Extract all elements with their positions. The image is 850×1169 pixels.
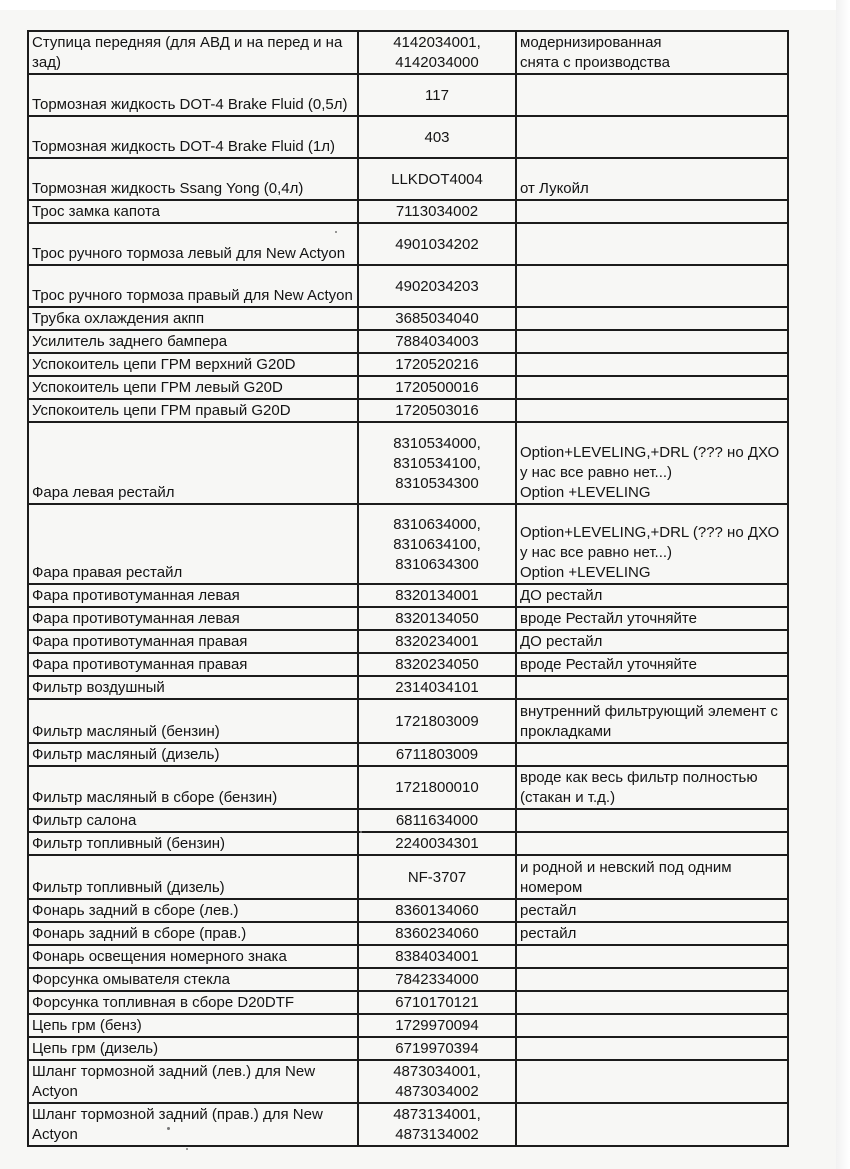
part-note-cell: вроде Рестайл уточняйте [516,607,788,630]
part-note-cell: внутренний фильтрующий элемент с прокладками [516,699,788,743]
part-name-cell: Шланг тормозной задний (прав.) для New Actyon [28,1103,358,1146]
part-name-cell: Фильтр воздушный [28,676,358,699]
part-number-cell: 1720500016 [358,376,516,399]
part-number-cell: 4873034001, 4873034002 [358,1060,516,1103]
table-row [28,504,788,584]
table-row [28,307,788,330]
part-note-cell [516,991,788,1014]
part-number-cell: 1721800010 [358,766,516,809]
part-name-cell: Успокоитель цепи ГРМ левый G20D [28,376,358,399]
part-name-cell: Форсунка омывателя стекла [28,968,358,991]
part-number-cell: 8320134050 [358,607,516,630]
part-name-cell: Тормозная жидкость Ssang Yong (0,4л) [28,158,358,200]
part-number-cell: 4142034001, 4142034000 [358,31,516,74]
part-note-cell [516,200,788,223]
part-number-cell: 4873134001, 4873134002 [358,1103,516,1146]
part-note-cell: и родной и невский под одним номером [516,855,788,899]
table-row [28,899,788,922]
part-name-cell: Ступица передняя (для АВД и на перед и на зад) [28,31,358,74]
part-note-cell [516,1060,788,1103]
table-row [28,584,788,607]
scan-speck [335,231,337,233]
table-row [28,265,788,307]
scan-edge-top [0,0,850,10]
part-note-cell: модернизированная снята с производства [516,31,788,74]
part-name-cell: Трос ручного тормоза правый для New Actyon [28,265,358,307]
part-number-cell: 403 [358,116,516,158]
part-number-cell: 8310634000, 8310634100, 8310634300 [358,504,516,584]
part-name-cell: Трос ручного тормоза левый для New Actyon [28,223,358,265]
part-name-cell: Фонарь задний в сборе (прав.) [28,922,358,945]
part-note-cell [516,307,788,330]
part-number-cell: 8320234050 [358,653,516,676]
part-name-cell: Трубка охлаждения акпп [28,307,358,330]
part-note-cell [516,809,788,832]
parts-table-body [28,31,788,1146]
part-number-cell: 1729970094 [358,1014,516,1037]
part-name-cell: Фильтр масляный (бензин) [28,699,358,743]
part-note-cell [516,330,788,353]
part-note-cell [516,743,788,766]
part-note-cell [516,968,788,991]
part-number-cell: 1720503016 [358,399,516,422]
table-row [28,31,788,74]
table-row [28,116,788,158]
table-row [28,1014,788,1037]
table-row [28,353,788,376]
table-row [28,158,788,200]
table-row [28,922,788,945]
parts-table [27,30,789,1147]
scan-speck [360,831,362,833]
part-name-cell: Трос замка капота [28,200,358,223]
part-note-cell [516,676,788,699]
table-row [28,991,788,1014]
part-note-cell: от Лукойл [516,158,788,200]
part-number-cell: LLKDOT4004 [358,158,516,200]
part-note-cell: ДО рестайл [516,584,788,607]
part-number-cell: 2314034101 [358,676,516,699]
part-name-cell: Фонарь задний в сборе (лев.) [28,899,358,922]
table-row [28,832,788,855]
table-row [28,653,788,676]
part-name-cell: Тормозная жидкость DOT-4 Brake Fluid (0,5л) [28,74,358,116]
part-number-cell: 8310534000, 8310534100, 8310534300 [358,422,516,504]
part-number-cell: NF-3707 [358,855,516,899]
part-note-cell [516,945,788,968]
part-number-cell: 1720520216 [358,353,516,376]
part-name-cell: Успокоитель цепи ГРМ верхний G20D [28,353,358,376]
table-row [28,945,788,968]
part-note-cell: ДО рестайл [516,630,788,653]
table-row [28,200,788,223]
part-name-cell: Фара противотуманная левая [28,584,358,607]
table-row [28,1103,788,1146]
part-name-cell: Фильтр салона [28,809,358,832]
part-note-cell: рестайл [516,922,788,945]
table-row [28,223,788,265]
part-name-cell: Тормозная жидкость DOT-4 Brake Fluid (1л) [28,116,358,158]
part-number-cell: 117 [358,74,516,116]
part-note-cell: вроде как весь фильтр полностью (стакан и т.д.) [516,766,788,809]
table-row [28,422,788,504]
part-note-cell [516,832,788,855]
part-name-cell: Успокоитель цепи ГРМ правый G20D [28,399,358,422]
table-row [28,699,788,743]
part-number-cell: 4901034202 [358,223,516,265]
table-row [28,630,788,653]
table-row [28,676,788,699]
part-note-cell: вроде Рестайл уточняйте [516,653,788,676]
part-name-cell: Шланг тормозной задний (лев.) для New Actyon [28,1060,358,1103]
table-row [28,809,788,832]
part-name-cell: Фара противотуманная правая [28,653,358,676]
part-name-cell: Фара левая рестайл [28,422,358,504]
part-note-cell [516,1014,788,1037]
part-note-cell [516,1037,788,1060]
part-name-cell: Усилитель заднего бампера [28,330,358,353]
part-number-cell: 8320234001 [358,630,516,653]
part-number-cell: 4902034203 [358,265,516,307]
part-number-cell: 8360234060 [358,922,516,945]
part-name-cell: Фильтр топливный (дизель) [28,855,358,899]
part-note-cell [516,399,788,422]
part-number-cell: 7842334000 [358,968,516,991]
table-row [28,399,788,422]
part-name-cell: Фильтр топливный (бензин) [28,832,358,855]
part-note-cell [516,265,788,307]
part-number-cell: 6719970394 [358,1037,516,1060]
table-row [28,968,788,991]
part-number-cell: 8384034001 [358,945,516,968]
part-name-cell: Фильтр масляный в сборе (бензин) [28,766,358,809]
part-name-cell: Фара правая рестайл [28,504,358,584]
part-number-cell: 1721803009 [358,699,516,743]
part-name-cell: Фонарь освещения номерного знака [28,945,358,968]
part-number-cell: 7113034002 [358,200,516,223]
part-name-cell: Фильтр масляный (дизель) [28,743,358,766]
part-note-cell [516,353,788,376]
table-row [28,376,788,399]
part-number-cell: 6710170121 [358,991,516,1014]
part-number-cell: 6711803009 [358,743,516,766]
table-row [28,607,788,630]
part-note-cell: Option+LEVELING,+DRL (??? но ДХО у нас все равно нет...) Option +LEVELING [516,504,788,584]
table-row [28,1037,788,1060]
part-number-cell: 7884034003 [358,330,516,353]
part-note-cell: рестайл [516,899,788,922]
part-number-cell: 2240034301 [358,832,516,855]
table-row [28,766,788,809]
part-number-cell: 8320134001 [358,584,516,607]
table-row [28,330,788,353]
part-name-cell: Фара противотуманная правая [28,630,358,653]
part-name-cell: Фара противотуманная левая [28,607,358,630]
part-note-cell: Option+LEVELING,+DRL (??? но ДХО у нас все равно нет...) Option +LEVELING [516,422,788,504]
part-note-cell [516,223,788,265]
table-row [28,74,788,116]
part-number-cell: 8360134060 [358,899,516,922]
part-note-cell [516,1103,788,1146]
part-name-cell: Форсунка топливная в сборе D20DTF [28,991,358,1014]
scan-edge-right [836,0,850,1169]
part-number-cell: 3685034040 [358,307,516,330]
scan-speck [167,1127,170,1130]
part-name-cell: Цепь грм (дизель) [28,1037,358,1060]
table-row [28,855,788,899]
part-name-cell: Цепь грм (бенз) [28,1014,358,1037]
part-note-cell [516,376,788,399]
table-row [28,1060,788,1103]
scan-speck [186,1148,188,1150]
table-row [28,743,788,766]
part-number-cell: 6811634000 [358,809,516,832]
part-note-cell [516,116,788,158]
part-note-cell [516,74,788,116]
